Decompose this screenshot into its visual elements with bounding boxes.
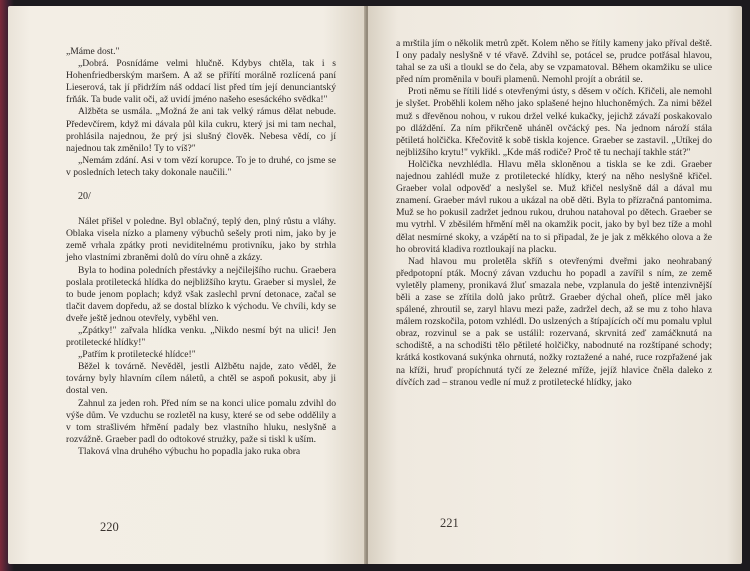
paragraph: Tlaková vlna druhého výbuchu ho popadla jako ruka obra [78,445,301,457]
page-number: 221 [440,516,459,530]
paragraph: „Zpátky!" zařvala hlídka venku. „Nikdo nesmí být na ulici! Jen protiletecké hlídky!" [66,324,336,349]
paragraph: Alžběta se usmála. „Možná že ani tak velký rámus dělat nebude. Předevčírem, když mi dávala půl kila cukru, který jsi mi tam nechal, prohlásila najednou, že prý jsi slušný člověk. Nebesa vědí, co jí najednou tak změnilo! Ty to víš?" [66,106,336,154]
right-page-text [396,38,712,389]
paragraph: Proti němu se řítili lidé s otevřenými ústy, s děsem v očích. Křičeli, ale nemohl je slyšet. Proběhli kolem něho jako splašené hejno hluchoněmých. Za nimi běžel muž s dřevěnou nohou, v rukou držel velké kukačky, jejichž závaží poskakovalo po dláždění. Za ním přikrčeně uháněl ovčácký pes. Na jednom nároží stála pětiletá holčička. Křečovitě k sobě tiskla kojence. Graeber se zastavil. „Utíkej do nejbližšího krytu!" vykřikl. „Kde máš rodiče? Proč tě tu nechají takhle stát?" [396,86,712,158]
paragraph: „Patřím k protiletecké hlídce!" [78,349,196,361]
paragraph: „Máme dost." [66,46,120,57]
paragraph: a mrštila jím o několik metrů zpět. Kolem něho se řítily kameny jako příval deště. I ony padaly neslyšně v té vřavě. Zdvihl se, potácel se, prudce potřásal hlavou, tahal se za uši a tloukl se do čela, aby se vzpamatoval. Během okamžiku se ulice před ním proměnila v bouři plamenů. Nemohl projít a obrátil se. [396,38,712,86]
left-page-text [66,46,336,458]
paragraph: Zahnul za jeden roh. Před ním se na konci ulice pomalu zdvihl do výše dům. Ve vzduchu se rozletěl na kusy, které se od sebe oddělily a v tom strašlivém hřmění padaly bez vlastního hluku, neslyšně a rozvážně. Graeber padl do odtokové strużky, paže si tiskl k uším. [66,397,336,445]
paragraph: Běžel k továrně. Nevěděl, jestli Alžbětu najde, zato věděl, že továrny byly hlavním cílem náletů, a chtěl se aspoň pokusit, aby ji dostal ven. [66,361,336,397]
section-number: 20/ [78,191,91,203]
paragraph: „Dobrá. Posnídáme velmi hlučně. Kdybys chtěla, tak i s Hohenfriedberským maršem. A až se přiřítí morálně rozlícená paní Lieserová, tak jí přidržím náš oddací list před tím její denunciantský frňák. Ta bude valit oči, až uvidí jméno našeho esesáckého svědka!" [66,58,336,106]
left-page [8,6,366,564]
paragraph: „Nemám zdání. Asi v tom vězí korupce. To je to druhé, co jsme se v posledních letech taky dokonale naučili." [66,154,336,178]
paragraph: Byla to hodina poledních přestávky a nejčilejšího ruchu. Graebera poslala protiletecká hlídka do nejbližšího krytu. Graeber si myslel, že to bude jenom poplach; když však zaslechl první detonace, začal se tlačit davem dopředu, až se dostal blízko k východu. Ve chvíli, kdy se dveře ještě jednou otevřely, vyběhl ven. [66,264,336,324]
paragraph: Nad hlavou mu proletěla skříň s otevřenými dveřmi jako neohrabaný předpotopní pták. Mocný závan vzduchu ho popadl a zavířil s ním, ze země vyletěly plameny, pronikavá žluť smazala nebe, vzplanula do ještě intenzivnější běli a zase se zřítila dolů jako průtrž. Graeber dýchal oheň, plíce měl jako spálené, zhroutil se, zaryl hlavu mezi paže, zadržel dech, až se mu z toho hlava málem rozskočila, potom vzhlédl. Do uslzených a štípajících očí mu pomalu vplul obraz, rozvinul se a pak se ustálil: rozervaná, skrvnitá zeď zamáčknutá na schodiště, a na schodišti tělo pětileté holčičky, nabodnuté na rozštípané schody; krátká kostkovaná sukýnka ohrnutá, nožky roztažené a nahé, ruce rozpřažené jak na kříži, hruď propíchnutá tyčí ze železné mříže, jejíž hlavice čněla daleko z dívčích zad – stranou vedle ní muž z protiletecké hlídky, jako [396,255,712,388]
paragraph: Nálet přišel v poledne. Byl oblačný, teplý den, plný růstu a vláhy. Oblaka visela nízko a plameny výbuchů sešely proti nim, jako by je země vrhala zpátky proti neviditelnému protivníku, jako by strhla jeho vlastními zbraněmi dolů do víru ohně a zkázy. [66,216,336,264]
right-page [368,6,742,564]
paragraph: Holčička nevzhlédla. Hlavu měla skloněnou a tiskla se ke zdi. Graeber najednou zahlédl muže z protiletecké hlídky, který na něho neslyšně křičel. Graeber volal odpověď a neslyšel se. Muž křičel neslyšně dál a dával mu znamení. Graeber mávl rukou a ukázal na obě děti. Byla to přízračná pantomima. Muž se ho pokusil zadržet jednou rukou, druhou natahoval po dětech. Graeber se mu vytrhl. V zběsilém hřmění měl na okamžik pocit, jako by byl bez tíže a mohl dělat nesmírné skoky, a vzápětí na to si připadal, že je jak z měkkého olova a že ho obrovitá kladiva roztloukají na placku. [396,158,712,255]
page-number: 220 [100,520,119,534]
